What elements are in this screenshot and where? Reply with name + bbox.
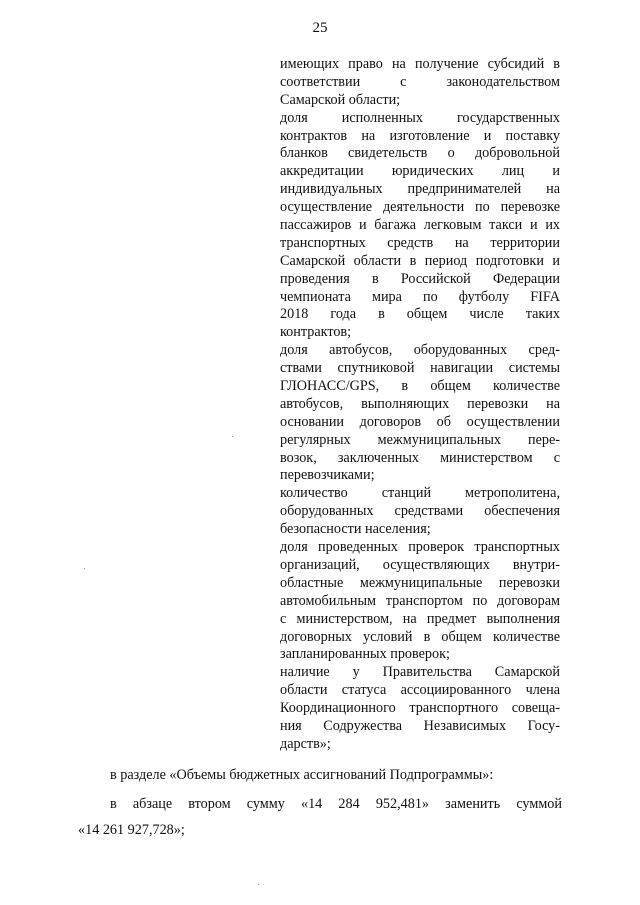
scan-speck (232, 436, 233, 437)
column-text-line: пассажиров и багажа легковым такси и их (280, 217, 560, 234)
indicator-list-column (280, 56, 560, 754)
column-text-line: чемпионата мира по футболу FIFA (280, 288, 560, 305)
column-text-line: областные межмуниципальные перевозки (280, 574, 560, 591)
column-text-line: имеющих право на получение субсидий в (280, 56, 560, 72)
column-text-line: Координационного транспортного совеща- (280, 700, 560, 717)
column-text-line: договорных условий в общем количестве (280, 628, 560, 645)
page-number: 25 (312, 20, 328, 36)
scan-speck (258, 884, 259, 885)
column-text-line: оборудованных средствами обеспечения (280, 503, 560, 520)
column-text-line: индивидуальных предпринимателей на (280, 181, 560, 198)
column-text-line: проведения в Российской Федерации (280, 270, 560, 287)
column-text-line: безопасности населения; (280, 521, 431, 538)
column-text-line: контрактов; (280, 324, 352, 341)
column-text-line: транспортных средств на территории (280, 234, 560, 251)
column-text-line: регулярных межмуниципальных пере- (280, 431, 560, 448)
column-text-line: Самарской области в период подготовки и (280, 252, 560, 269)
column-text-line: области статуса ассоциированного члена (280, 682, 560, 699)
column-text-line: перевозчиками; (280, 467, 375, 484)
column-text-line: ГЛОНАСС/GPS, в общем количестве (280, 378, 560, 395)
column-text-line: доля автобусов, оборудованных сред- (280, 342, 560, 359)
column-text-line: ния Содружества Независимых Госу- (280, 717, 560, 734)
column-text-line: контрактов на изготовление и поставку (280, 127, 560, 144)
column-text-line: дарств»; (280, 735, 331, 752)
column-text-line: наличие у Правительства Самарской (280, 664, 560, 681)
paragraph-amount-replace-line2: «14 261 927,728»; (78, 822, 185, 838)
column-text-line: осуществление деятельности по перевозке (280, 199, 560, 216)
column-text-line: с министерством, на предмет выполнения (280, 610, 560, 627)
column-text-line: автомобильным транспортом по договорам (280, 592, 560, 609)
column-text-line: основании договоров об осуществлении (280, 413, 560, 430)
paragraph-amount-replace-line1: в абзаце втором сумму «14 284 952,481» заменить суммой (110, 796, 562, 812)
column-text-line: 2018 года в общем числе таких (280, 306, 560, 323)
column-text-line: доля исполненных государственных (280, 109, 560, 126)
column-text-line: автобусов, выполняющих перевозки на (280, 395, 560, 412)
paragraph-budget-section: в разделе «Объемы бюджетных ассигнований Подпрограммы»: (110, 767, 494, 783)
column-text-line: организаций, осуществляющих внутри- (280, 556, 560, 573)
column-text-line: Самарской области; (280, 91, 401, 108)
column-text-line: доля проведенных проверок транспортных (280, 539, 560, 556)
column-text-line: бланков свидетельств о добровольной (280, 145, 560, 162)
column-text-line: соответствии с законодательством (280, 73, 560, 90)
column-text-line: аккредитации юридических лиц и (280, 163, 560, 180)
column-text-line: количество станций метрополитена, (280, 485, 560, 502)
column-text-line: ствами спутниковой навигации системы (280, 360, 560, 377)
column-text-line: возок, заключенных министерством с (280, 449, 560, 466)
scan-speck (84, 568, 85, 569)
column-text-line: запланированных проверок; (280, 646, 450, 663)
